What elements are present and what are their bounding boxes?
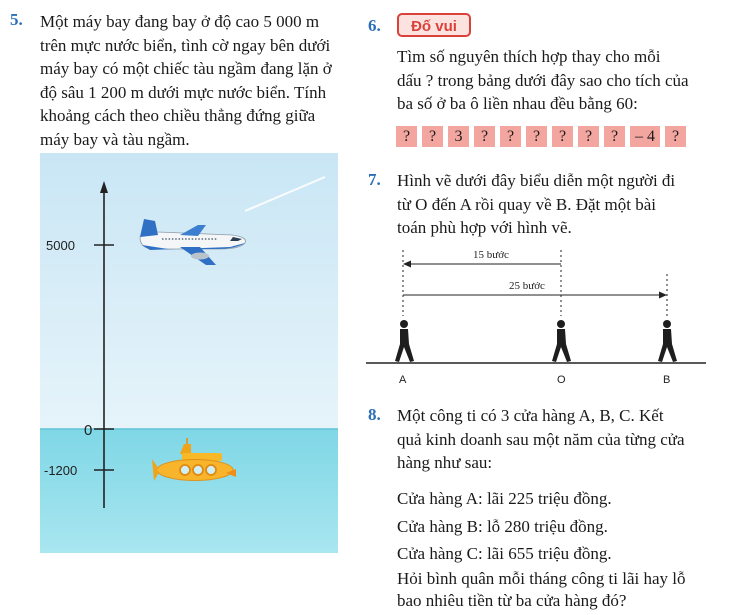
number-cell: ? [552, 126, 573, 147]
tick-label-0: 0 [84, 422, 93, 439]
problem-6-text [397, 45, 699, 116]
number-cell: 3 [448, 126, 469, 147]
question-line: bao nhiêu tiền từ ba cửa hàng đó? [397, 591, 627, 610]
distance-label-15: 15 bước [473, 249, 509, 261]
walker-icon-a [395, 320, 414, 362]
fun-puzzle-badge: Đố vui [397, 13, 471, 37]
store-result-a: Cửa hàng A: lãi 225 triệu đồng. [397, 489, 612, 508]
sky [40, 153, 338, 429]
problem-7-line: toán phù hợp với hình vẽ. [397, 218, 572, 237]
problem-5-line: độ sâu 1 200 m dưới mực nước biển. Tính [40, 82, 327, 102]
store-result-c: Cửa hàng C: lãi 655 triệu đồng. [397, 544, 612, 563]
problem-6-line: ba số ở ba ô liền nhau đều bằng 60: [397, 94, 638, 113]
store-result-b: Cửa hàng B: lỗ 280 triệu đồng. [397, 516, 608, 536]
problem-6-number: 6. [368, 16, 381, 35]
tick-label-minus-1200: -1200 [44, 463, 78, 478]
number-cell: ? [422, 126, 443, 147]
number-cell: – 4 [630, 126, 660, 147]
number-cell: ? [526, 126, 547, 147]
problem-7-number: 7. [368, 170, 381, 189]
arrow-left-icon [403, 261, 411, 268]
point-label-a: A [399, 374, 407, 386]
problem-6-line: dấu ? trong bảng dưới đây sao cho tích của [397, 70, 689, 90]
point-label-o: O [557, 374, 566, 386]
number-cell: ? [665, 126, 686, 147]
problem-5-text [40, 10, 340, 151]
question-line: Hỏi bình quân mỗi tháng công ti lãi hay lỗ [397, 569, 686, 588]
problem-5-number: 5. [10, 10, 23, 29]
walker-icon-b [658, 320, 677, 362]
problem-5-line: máy bay có một chiếc tàu ngầm đang lặn ở [40, 59, 332, 78]
walking-svg [366, 244, 706, 394]
walker-icon-o [552, 320, 571, 362]
number-cell: ? [500, 126, 521, 147]
point-label-b: B [663, 374, 671, 386]
problem-5-line: khoảng cách theo chiều thẳng đứng giữa [40, 106, 316, 125]
problem-7-line: Hình vẽ dưới đây biểu diễn một người đi [397, 171, 676, 190]
problem-8-question [397, 568, 699, 612]
store-results [397, 485, 699, 568]
problem-5-line: trên mực nước biển, tình cờ ngay bên dưới [40, 35, 331, 55]
problem-8-number: 8. [368, 405, 381, 424]
problem-8-line: Một công ti có 3 cửa hàng A, B, C. Kết [397, 406, 664, 425]
arrow-right-icon [659, 292, 667, 299]
problem-5-line: Một máy bay đang bay ở độ cao 5 000 m [40, 12, 320, 31]
problem-7-line: từ O đến A rồi quay về B. Đặt một bài [397, 194, 656, 214]
number-cell: ? [604, 126, 625, 147]
problem-8-line: hàng như sau: [397, 453, 493, 472]
number-cell: ? [578, 126, 599, 147]
problem-5-line: máy bay và tàu ngầm. [40, 129, 190, 149]
tick-label-5000: 5000 [46, 238, 75, 253]
altitude-svg [40, 153, 338, 553]
distance-label-25: 25 bước [509, 280, 545, 292]
problem-8-line: quả kinh doanh sau một năm của từng cửa [397, 429, 685, 449]
problem-8-text [397, 404, 699, 475]
number-cell: ? [396, 126, 417, 147]
walking-diagram [366, 244, 706, 394]
problem-7-text [397, 169, 699, 240]
problem-6-line: Tìm số nguyên thích hợp thay cho mỗi [397, 47, 661, 66]
number-cell: ? [474, 126, 495, 147]
number-cells-row [396, 126, 686, 147]
altitude-illustration [40, 153, 338, 553]
